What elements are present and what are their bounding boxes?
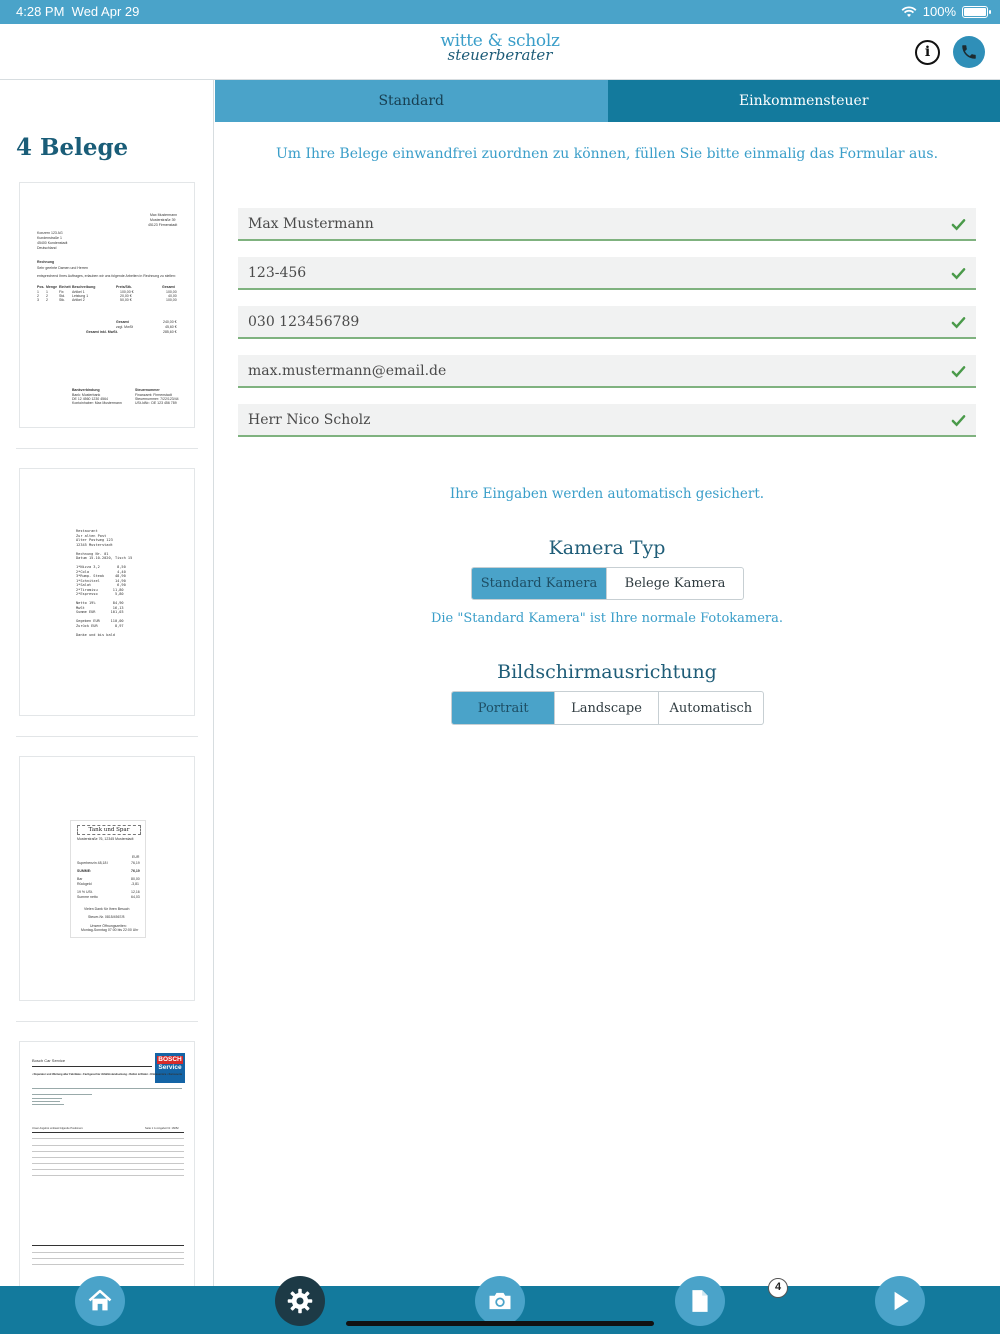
tab-standard[interactable]: Standard	[215, 80, 608, 122]
doc-text: Montag-Sonntag 07:00 bis 22:00 Uhr	[81, 928, 139, 932]
doc-text: Bank: Musterbank	[72, 393, 101, 397]
phone-field	[238, 306, 976, 339]
documents-button[interactable]	[675, 1276, 725, 1326]
camera-type-selector	[471, 567, 744, 600]
check-icon	[951, 266, 966, 281]
doc-text: Vielen Dank für Ihren Besuch	[84, 907, 130, 911]
doc-text: Unser Angebot umfasst folgende Positionen:	[32, 1127, 84, 1130]
status-bar	[0, 0, 1000, 24]
battery-percent: 100%	[922, 4, 956, 19]
doc-text: 80,00	[131, 877, 140, 881]
camera-icon	[486, 1287, 514, 1315]
doc-text: Rechnung	[37, 260, 55, 264]
camera-button[interactable]	[475, 1276, 525, 1326]
document-thumbnail[interactable]	[19, 756, 195, 1001]
settings-icon	[286, 1287, 314, 1315]
doc-text: EUR	[132, 855, 140, 859]
orientation-option-landscape[interactable]: Landscape	[555, 692, 658, 724]
status-right	[901, 4, 988, 19]
bosch-logo-text: BOSCH	[158, 1056, 182, 1063]
autosave-note: Ihre Eingaben werden automatisch gesichert.	[449, 486, 765, 502]
doc-text: 19 % USt.	[77, 890, 93, 894]
doc-text: Steuer-Nr. 0815/4567/8	[88, 915, 125, 919]
advisor-input[interactable]	[238, 404, 938, 435]
document-thumbnail[interactable]	[19, 1041, 195, 1286]
tab-einkommensteuer[interactable]: Einkommensteuer	[608, 80, 1000, 122]
doc-text: Artikel 2	[72, 298, 85, 302]
home-icon	[86, 1287, 114, 1315]
doc-text: 2	[37, 294, 39, 298]
orientation-heading: Bildschirmausrichtung	[497, 661, 717, 683]
name-field	[238, 208, 976, 241]
check-icon	[951, 413, 966, 428]
doc-text: Preis/Stk.	[116, 285, 132, 289]
doc-text: Beschreibung	[72, 285, 96, 289]
doc-text: 2	[46, 294, 48, 298]
doc-text: 45400 Kundenstadt	[37, 241, 68, 245]
doc-text: entsprechend Ihres Auftrages, erlauben wir uns folgende Arbeiten in Rechnung zu stellen:	[37, 274, 176, 278]
doc-text: 50,00 €	[120, 298, 132, 302]
doc-text: zzgl. MwSt	[116, 325, 133, 329]
doc-text: Gesamt inkl. MwSt.	[86, 330, 118, 334]
doc-text: Kundenstraße 1	[37, 236, 62, 240]
id-field	[238, 257, 976, 290]
phone-button[interactable]	[953, 36, 985, 68]
document-thumbnail[interactable]	[19, 182, 195, 428]
doc-text: Konzern 123 AG	[37, 231, 63, 235]
play-icon	[887, 1288, 913, 1314]
doc-text: Menge	[46, 285, 58, 289]
receipt-paper	[70, 820, 146, 938]
doc-text: Rückgeld	[77, 882, 92, 886]
doc-text: Steuernummer: 7/22/123/44	[135, 397, 179, 401]
doc-text: Gesamt	[116, 320, 129, 324]
tab-bar	[215, 80, 1000, 122]
sidebar	[0, 80, 214, 1286]
home-button[interactable]	[75, 1276, 125, 1326]
wifi-icon	[901, 6, 917, 18]
sidebar-title: 4 Belege	[16, 134, 129, 161]
doc-text: 76,19	[131, 869, 140, 873]
doc-text: 40,00	[168, 294, 177, 298]
app-header	[0, 24, 1000, 80]
doc-text: Finanzamt: Firmenstadt	[135, 393, 172, 397]
doc-text: Seite 1 zu Angebot Nr. 16052	[145, 1127, 179, 1130]
doc-text: 100,00	[166, 290, 177, 294]
bottom-nav	[0, 1281, 1000, 1334]
doc-text: Bosch Car Service	[32, 1058, 66, 1063]
status-time: 4:28 PM Wed Apr 29	[16, 4, 140, 19]
check-icon	[951, 217, 966, 232]
doc-text: 20,00 €	[120, 294, 132, 298]
doc-text: Unsere Öffnungszeiten:	[90, 924, 127, 928]
check-icon	[951, 364, 966, 379]
id-input[interactable]	[238, 257, 938, 288]
doc-text: Musterstraße 39	[150, 218, 176, 222]
receipt-text: Restaurant Zur alten Post Alter Postweg 123 12345 Musterstadt Rechnung Nr. 01 Datum 15.10.2020, Tisch 15 1*Nizza 3,2 8,50 2*Cola 4,40 3*Rump. Steak 48,90 1*Schnitzel 14,90 1*Salat 6,90 2*Tiramisu 11,80 2*Espresso 5,80 Netto 19% 84,90 MwSt 16,13 Summe EUR 101,03 Gegeben EUR 110,00 Zurück EUR 8,97 Danke und bis bald	[76, 529, 133, 637]
receipt-title: Tank und Spar	[77, 825, 141, 835]
documents-badge: 4	[768, 1278, 788, 1298]
doc-text: Deutschland	[37, 246, 57, 250]
email-input[interactable]	[238, 355, 938, 386]
doc-text: Musterstraße 76, 12345 Musterstadt	[77, 837, 134, 841]
doc-text: Gesamt	[162, 285, 175, 289]
logo	[430, 31, 570, 64]
doc-text: SUMME:	[77, 869, 92, 873]
doc-text: 100,00 €	[120, 290, 134, 294]
form-intro: Um Ihre Belege einwandfrei zuordnen zu können, füllen Sie bitte einmalig das Formular aus.	[275, 146, 939, 162]
doc-text: 100,00	[166, 298, 177, 302]
advisor-field	[238, 404, 976, 437]
bosch-logo-text: Service	[158, 1064, 182, 1071]
battery-icon	[962, 6, 988, 18]
camera-heading: Kamera Typ	[548, 537, 666, 559]
doc-text: Summe netto	[77, 895, 98, 899]
divider	[16, 448, 198, 449]
document-icon	[687, 1288, 713, 1314]
doc-text: 12,16	[131, 890, 140, 894]
settings-button[interactable]	[275, 1276, 325, 1326]
doc-text: Std.	[59, 294, 66, 298]
orientation-option-automatisch[interactable]: Automatisch	[669, 700, 753, 716]
doc-text: 3	[37, 298, 39, 302]
info-icon[interactable]: i	[915, 40, 940, 65]
doc-text: 45,60 €	[165, 325, 177, 329]
divider	[16, 736, 198, 737]
doc-text: Leistung 1	[72, 294, 89, 298]
send-button[interactable]	[875, 1276, 925, 1326]
doc-text: USt-IdNr.: DE 123 456 789	[135, 401, 177, 405]
camera-option-belege[interactable]: Belege Kamera	[624, 576, 726, 591]
check-icon	[951, 315, 966, 330]
doc-text: 285,60 €	[163, 330, 177, 334]
doc-text: 1	[37, 290, 39, 294]
document-thumbnail[interactable]	[19, 468, 195, 716]
name-input[interactable]	[238, 208, 938, 239]
doc-text: Einheit	[59, 285, 71, 289]
doc-text: Sehr geehrte Damen und Herren	[37, 266, 88, 270]
doc-text: 76,19	[131, 861, 140, 865]
email-field	[238, 355, 976, 388]
doc-text: 240,00 €	[163, 320, 177, 324]
orientation-option-portrait[interactable]: Portrait	[452, 692, 555, 724]
doc-text: -3,81	[131, 882, 139, 886]
bosch-logo	[155, 1053, 185, 1083]
doc-text: Kontoinhaber: Max Mustermann	[72, 401, 122, 405]
orientation-selector	[451, 691, 764, 725]
doc-text: 45123 Firmenstadt	[148, 223, 178, 227]
home-indicator[interactable]	[346, 1321, 654, 1326]
divider	[16, 1021, 198, 1022]
doc-text: Bar	[77, 877, 83, 881]
doc-text: Max Mustermann	[150, 213, 178, 217]
logo-line1: witte & scholz	[440, 31, 560, 51]
doc-text: DE 12 4560 1230 4564	[72, 397, 109, 401]
doc-text: Stk.	[59, 298, 66, 302]
doc-text: Fix	[59, 290, 64, 294]
logo-line2: steuerberater	[447, 46, 553, 64]
phone-input[interactable]	[238, 306, 938, 337]
doc-text: Bankverbindung	[72, 388, 100, 392]
camera-option-standard[interactable]: Standard Kamera	[472, 568, 607, 599]
doc-text: Superbenzin 48,18 l	[77, 861, 109, 865]
doc-text: 1	[46, 290, 48, 294]
doc-text: Steuernummer	[135, 388, 160, 392]
doc-text: Artikel 1	[72, 290, 85, 294]
doc-text: • Reparatur und Wartung aller Fabrikate • Fachgerechte Unfallinstandsetzung • Reifen & Räder • Klimaservice • Karosserie	[32, 1073, 183, 1076]
doc-text: 64,03	[131, 895, 140, 899]
doc-text: 2	[46, 298, 48, 302]
doc-text: Pos.	[37, 285, 45, 289]
camera-note: Die "Standard Kamera" ist Ihre normale Fotokamera.	[430, 611, 784, 626]
phone-icon	[960, 43, 978, 61]
